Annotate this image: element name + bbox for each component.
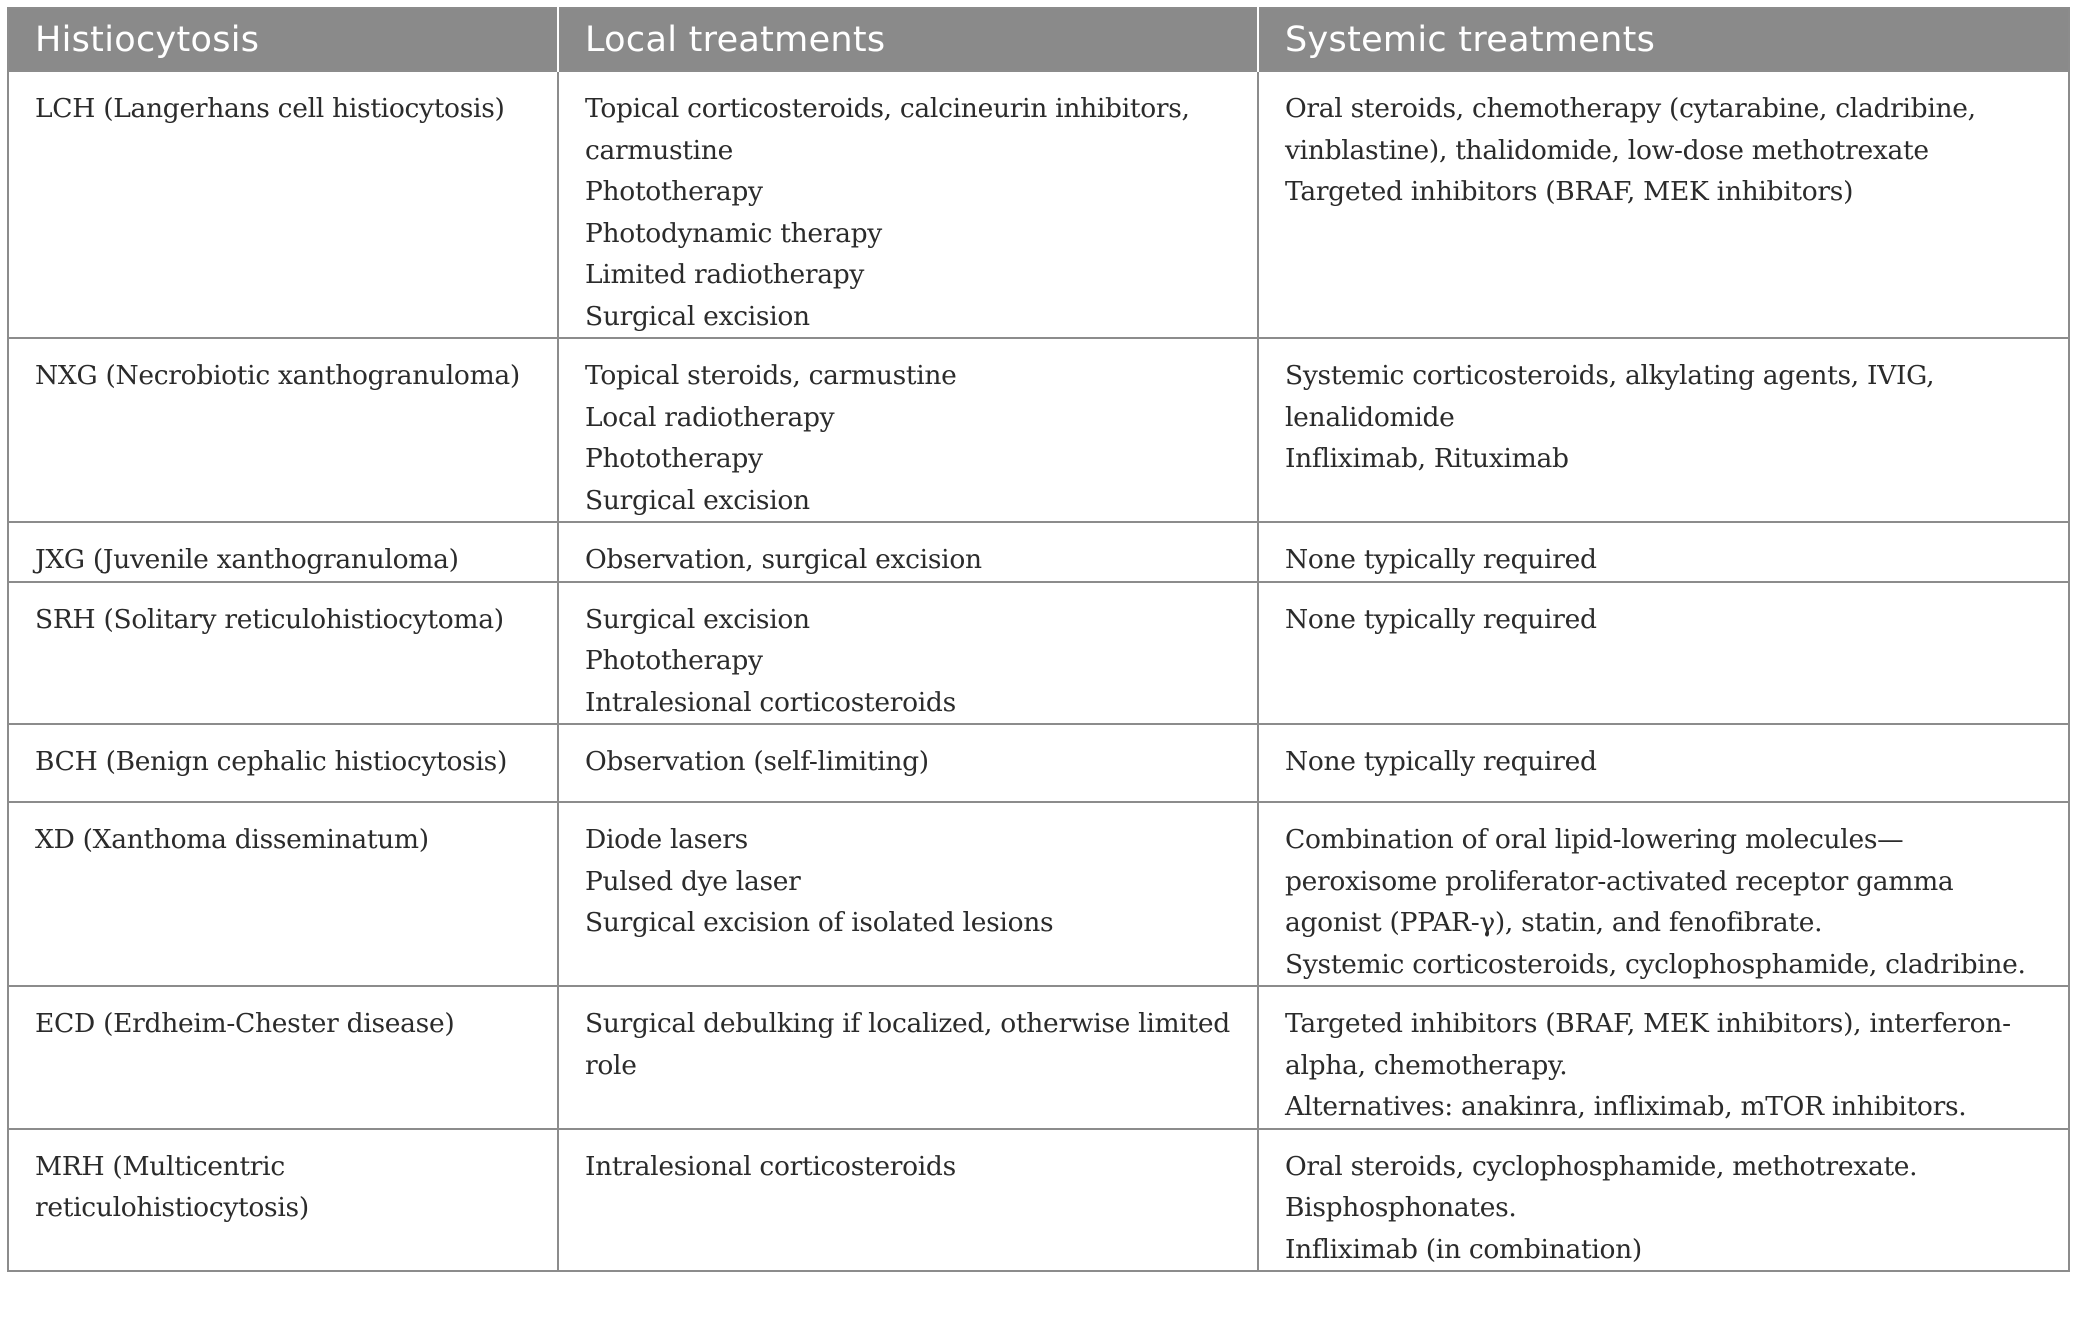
cell-systemic-treatments: [1258, 522, 2069, 582]
cell-disease: [8, 582, 558, 725]
local-treatment-line: Phototherapy: [585, 176, 763, 207]
histiocytosis-treatment-table: [7, 7, 2070, 1272]
systemic-treatment-line: None typically required: [1285, 603, 1597, 635]
systemic-treatment-line: None typically required: [1285, 544, 1597, 575]
cell-local-treatments: [558, 338, 1258, 522]
table-row: [8, 724, 2069, 802]
disease-name: XD (Xanthoma disseminatum): [35, 824, 429, 855]
local-treatment-line: Observation (self-limiting): [585, 746, 929, 777]
table-row: [8, 338, 2069, 522]
table-row: [8, 802, 2069, 986]
table-row: [8, 71, 2069, 338]
cell-systemic-treatments: [1258, 582, 2069, 725]
local-treatment-line: Topical steroids, carmustine: [585, 360, 957, 391]
local-treatment-line: Surgical excision: [585, 300, 810, 332]
cell-systemic-treatments: [1258, 802, 2069, 986]
treatment-table-container: [7, 7, 2068, 1272]
disease-name: NXG (Necrobiotic xanthogranuloma): [35, 360, 520, 391]
cell-disease: [8, 71, 558, 338]
cell-local-treatments: [558, 71, 1258, 338]
local-treatment-line: Intralesional corticosteroids: [585, 1150, 956, 1182]
local-treatment-line: Surgical excision: [585, 484, 810, 516]
table-body: [8, 71, 2069, 1271]
local-treatment-line: Phototherapy: [585, 443, 763, 474]
local-treatment-line: Surgical excision: [585, 603, 810, 635]
cell-disease: [8, 802, 558, 986]
cell-local-treatments: [558, 986, 1258, 1129]
local-treatment-line: Pulsed dye laser: [585, 865, 801, 897]
cell-systemic-treatments: [1258, 986, 2069, 1129]
header-systemic-treatments: Systemic treatments: [1258, 8, 2069, 71]
local-treatment-line: Diode lasers: [585, 824, 748, 855]
disease-name: MRH (Multicentric reticulohistiocytosis): [35, 1150, 309, 1223]
cell-systemic-treatments: [1258, 71, 2069, 338]
local-treatment-line: Surgical debulking if localized, otherwise limited role: [585, 1008, 1230, 1081]
cell-local-treatments: [558, 522, 1258, 582]
systemic-treatment-line: Systemic corticosteroids, alkylating agents, IVIG, lenalidomide: [1285, 360, 1935, 433]
cell-disease: [8, 1129, 558, 1272]
disease-name: ECD (Erdheim-Chester disease): [35, 1008, 455, 1039]
local-treatment-line: Phototherapy: [585, 645, 763, 676]
systemic-treatment-line: Targeted inhibitors (BRAF, MEK inhibitors): [1285, 176, 1854, 207]
cell-local-treatments: [558, 1129, 1258, 1272]
systemic-treatment-line: Oral steroids, chemotherapy (cytarabine, cladribine, vinblastine), thalidomide, low-dose methotrexate: [1285, 93, 1976, 166]
cell-disease: [8, 724, 558, 802]
local-treatment-line: Limited radiotherapy: [585, 259, 865, 290]
disease-name: JXG (Juvenile xanthogranuloma): [35, 544, 459, 575]
table-header-row: [8, 8, 2069, 71]
table-row: [8, 522, 2069, 582]
table-row: [8, 1129, 2069, 1272]
cell-systemic-treatments: [1258, 724, 2069, 802]
cell-systemic-treatments: [1258, 1129, 2069, 1272]
systemic-treatment-line: Infliximab, Rituximab: [1285, 443, 1569, 474]
local-treatment-line: Local radiotherapy: [585, 401, 835, 433]
disease-name: BCH (Benign cephalic histiocytosis): [35, 746, 507, 777]
disease-name: LCH (Langerhans cell histiocytosis): [35, 93, 505, 124]
systemic-treatment-line: None typically required: [1285, 746, 1597, 777]
cell-local-treatments: [558, 802, 1258, 986]
systemic-treatment-line: Targeted inhibitors (BRAF, MEK inhibitors), interferon-alpha, chemotherapy.: [1285, 1008, 2011, 1081]
cell-local-treatments: [558, 724, 1258, 802]
local-treatment-line: Intralesional corticosteroids: [585, 686, 956, 718]
table-row: [8, 986, 2069, 1129]
header-local-treatments: Local treatments: [558, 8, 1258, 71]
local-treatment-line: Topical corticosteroids, calcineurin inhibitors, carmustine: [585, 93, 1190, 166]
systemic-treatment-line: Infliximab (in combination): [1285, 1233, 1642, 1265]
disease-name: SRH (Solitary reticulohistiocytoma): [35, 603, 504, 635]
systemic-treatment-line: Bisphosphonates.: [1285, 1192, 1517, 1223]
header-histiocytosis: Histiocytosis: [8, 8, 558, 71]
systemic-treatment-line: Oral steroids, cyclophosphamide, methotrexate.: [1285, 1150, 1918, 1182]
systemic-treatment-line: Combination of oral lipid-lowering molecules—peroxisome proliferator-activated receptor gamma agonist (PPAR-γ), statin, and fenofibrate.: [1285, 824, 1954, 938]
cell-local-treatments: [558, 582, 1258, 725]
cell-disease: [8, 338, 558, 522]
systemic-treatment-line: Systemic corticosteroids, cyclophosphamide, cladribine.: [1285, 948, 2026, 980]
cell-disease: [8, 986, 558, 1129]
local-treatment-line: Observation, surgical excision: [585, 544, 982, 575]
table-row: [8, 582, 2069, 725]
local-treatment-line: Surgical excision of isolated lesions: [585, 907, 1054, 938]
local-treatment-line: Photodynamic therapy: [585, 217, 882, 249]
cell-systemic-treatments: [1258, 338, 2069, 522]
systemic-treatment-line: Alternatives: anakinra, infliximab, mTOR inhibitors.: [1285, 1091, 1967, 1122]
cell-disease: [8, 522, 558, 582]
